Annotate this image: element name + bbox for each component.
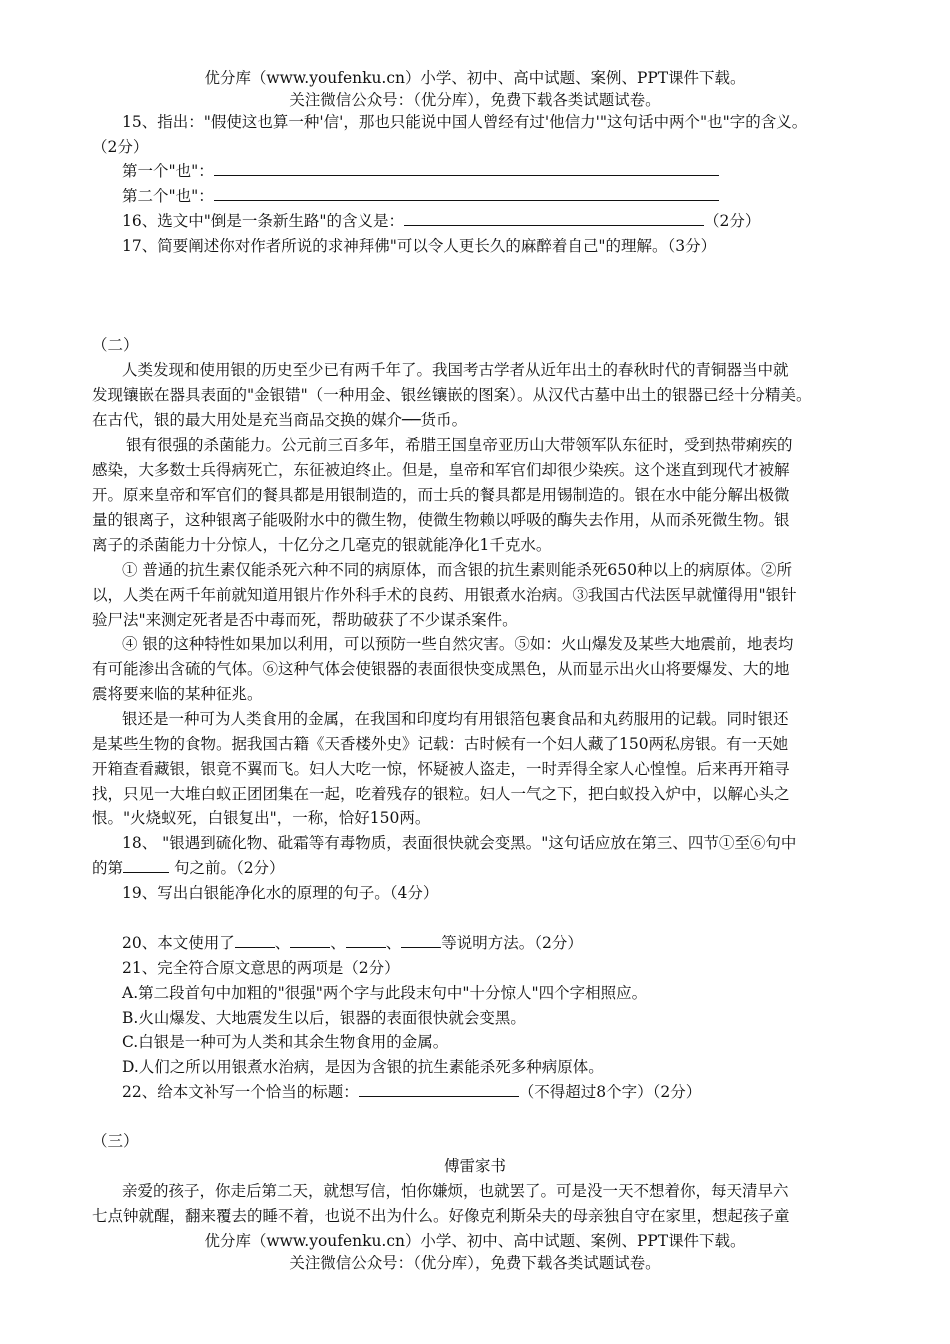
question-16-blank[interactable] bbox=[404, 210, 704, 226]
ye-2-blank[interactable] bbox=[214, 185, 719, 201]
s2-p3-line-2: 以，人类在两千年前就知道用银片作外科手术的良药、用银煮水治病。③我国古代法医早就懂得用"银针 bbox=[92, 586, 797, 604]
q20-blank-1[interactable] bbox=[235, 932, 275, 948]
question-18-line-2 bbox=[92, 856, 285, 878]
s2-p2-line-5: 离子的杀菌能力十分惊人，十亿分之几毫克的银就能净化1千克水。 bbox=[92, 536, 552, 554]
s2-p3-line-3: 验尸法"来测定死者是否中毒而死，帮助破获了不少谋杀案件。 bbox=[92, 611, 518, 629]
question-16-text: 16、选文中"倒是一条新生路"的含义是： bbox=[122, 212, 404, 230]
q18-prefix: 的第 bbox=[92, 859, 124, 877]
header-line-2: 关注微信公众号：（优分库），免费下载各类试题试卷。 bbox=[289, 91, 661, 109]
s2-p3-line-1: ① 普通的抗生素仅能杀死六种不同的病原体，而含银的抗生素则能杀死650种以上的病原体。②所 bbox=[122, 561, 793, 579]
q22-blank[interactable] bbox=[359, 1081, 519, 1097]
s2-p5-line-3: 开箱查看藏银，银竟不翼而飞。妇人大吃一惊，怀疑被人盗走，一时弄得全家人心惶惶。后来再开箱寻 bbox=[92, 760, 790, 778]
footer-line-2: 关注微信公众号：（优分库），免费下载各类试题试卷。 bbox=[289, 1254, 661, 1272]
q21-option-c: C.白银是一种可为人类和其余生物食用的金属。 bbox=[122, 1033, 449, 1051]
section-3-label: （三） bbox=[92, 1132, 139, 1150]
s3-p1-line-1: 亲爱的孩子，你走后第二天，就想写信，怕你嫌烦，也就罢了。可是没一天不想着你，每天清早六 bbox=[122, 1182, 789, 1200]
question-22 bbox=[122, 1080, 701, 1102]
section-2-label: （二） bbox=[92, 336, 139, 354]
q20-suffix: 等说明方法。（2分） bbox=[441, 934, 583, 952]
question-21: 21、完全符合原文意思的两项是（2分） bbox=[122, 959, 400, 977]
q20-text: 20、本文使用了 bbox=[122, 934, 235, 952]
q20-blank-3[interactable] bbox=[346, 932, 386, 948]
s2-p2-line-2: 感染，大多数士兵得病死亡，东征被迫终止。但是，皇帝和军官们却很少染疾。这个迷直到现代才被解 bbox=[92, 461, 790, 479]
question-20 bbox=[122, 931, 583, 953]
answer-line-ye-1 bbox=[122, 159, 719, 181]
header-line-1: 优分库（www.youfenku.cn）小学、初中、高中试题、案例、PPT课件下载。 bbox=[204, 69, 746, 87]
ye-2-label: 第二个"也"： bbox=[122, 187, 214, 205]
s2-p2-line-4: 量的银离子，这种银离子能吸附水中的微生物，使微生物赖以呼吸的酶失去作用，从而杀死微生物。银 bbox=[92, 511, 790, 529]
question-16-score: （2分） bbox=[703, 212, 761, 230]
question-15: 15、指出："假使这也算一种'信'，那也只能说中国人曾经有过'他信力'"这句话中两个"也"字的含义。 bbox=[122, 113, 808, 131]
q20-sep-1: 、 bbox=[274, 934, 291, 952]
question-15-score: （2分） bbox=[92, 138, 149, 156]
question-16 bbox=[122, 209, 760, 231]
answer-line-ye-2 bbox=[122, 184, 719, 206]
question-17: 17、简要阐述你对作者所说的求神拜佛"可以令人更长久的麻醉着自己"的理解。（3分） bbox=[122, 237, 717, 255]
s2-p1-line-3: 在古代，银的最大用处是充当商品交换的媒介──货币。 bbox=[92, 411, 468, 429]
s2-p1-line-1: 人类发现和使用银的历史至少已有两千年了。我国考古学者从近年出土的春秋时代的青铜器当中就 bbox=[122, 361, 789, 379]
q22-suffix: （不得超过8个字）（2分） bbox=[518, 1083, 702, 1101]
ye-1-blank[interactable] bbox=[214, 160, 719, 176]
q21-option-d: D.人们之所以用银煮水治病，是因为含银的抗生素能杀死多种病原体。 bbox=[122, 1058, 604, 1076]
q22-text: 22、给本文补写一个恰当的标题： bbox=[122, 1083, 359, 1101]
q20-sep-2: 、 bbox=[330, 934, 346, 952]
ye-1-label: 第一个"也"： bbox=[122, 162, 214, 180]
q21-option-b: B.火山爆发、大地震发生以后，银器的表面很快就会变黑。 bbox=[122, 1009, 526, 1027]
s2-p4-line-2: 有可能渗出含硫的气体。⑥这种气体会使银器的表面很快变成黑色，从而显示出火山将要爆发、大的地 bbox=[92, 660, 790, 678]
s2-p4-line-1: ④ 银的这种特性如果加以利用，可以预防一些自然灾害。⑤如：火山爆发及某些大地震前，地表均 bbox=[122, 635, 794, 653]
s2-p5-line-5: 恨。"火烧蚁死，白银复出"，一称，恰好150两。 bbox=[92, 809, 431, 827]
s3-p1-line-2: 七点钟就醒，翻来覆去的睡不着，也说不出为什么。好像克利斯朵夫的母亲独自守在家里，想起孩子童 bbox=[92, 1207, 790, 1225]
q20-blank-2[interactable] bbox=[290, 932, 330, 948]
section-3-title: 傅雷家书 bbox=[443, 1157, 506, 1175]
s2-p2-line-3: 开。原来皇帝和军官们的餐具都是用银制造的，而士兵的餐具都是用锡制造的。银在水中能分解出极微 bbox=[92, 486, 790, 504]
s2-p5-line-4: 找，只见一大堆白蚁正团团集在一起，吃着残存的银粒。妇人一气之下，把白蚁投入炉中，以解心头之 bbox=[92, 785, 790, 803]
s2-p2-line-1: 银有很强的杀菌能力。公元前三百多年，希腊王国皇帝亚历山大带领军队东征时，受到热带痢疾的 bbox=[126, 436, 793, 454]
s2-p5-line-1: 银还是一种可为人类食用的金属，在我国和印度均有用银箔包裹食品和丸药服用的记载。同时银还 bbox=[122, 710, 789, 728]
s2-p5-line-2: 是某些生物的食物。据我国古籍《天香楼外史》记载：古时候有一个妇人藏了150两私房银。有一天她 bbox=[92, 735, 789, 753]
q20-sep-3: 、 bbox=[385, 934, 402, 952]
question-18: 18、 "银遇到硫化物、砒霜等有毒物质，表面很快就会变黑。"这句话应放在第三、四节①至⑥句中 bbox=[122, 834, 797, 852]
s2-p4-line-3: 震将要来临的某种征兆。 bbox=[92, 685, 263, 703]
question-19: 19、写出白银能净化水的原理的句子。（4分） bbox=[122, 884, 439, 902]
s2-p1-line-2: 发现镶嵌在器具表面的"金银错"（一种用金、银丝镶嵌的图案）。从汉代古墓中出土的银器已经十分精美。 bbox=[92, 386, 812, 404]
q21-option-a: A.第二段首句中加粗的"很强"两个字与此段末句中"十分惊人"四个字相照应。 bbox=[122, 984, 648, 1002]
q18-suffix: 句之前。（2分） bbox=[169, 859, 285, 877]
q18-blank[interactable] bbox=[123, 857, 169, 873]
footer-line-1: 优分库（www.youfenku.cn）小学、初中、高中试题、案例、PPT课件下载。 bbox=[204, 1232, 746, 1250]
q20-blank-4[interactable] bbox=[401, 932, 441, 948]
